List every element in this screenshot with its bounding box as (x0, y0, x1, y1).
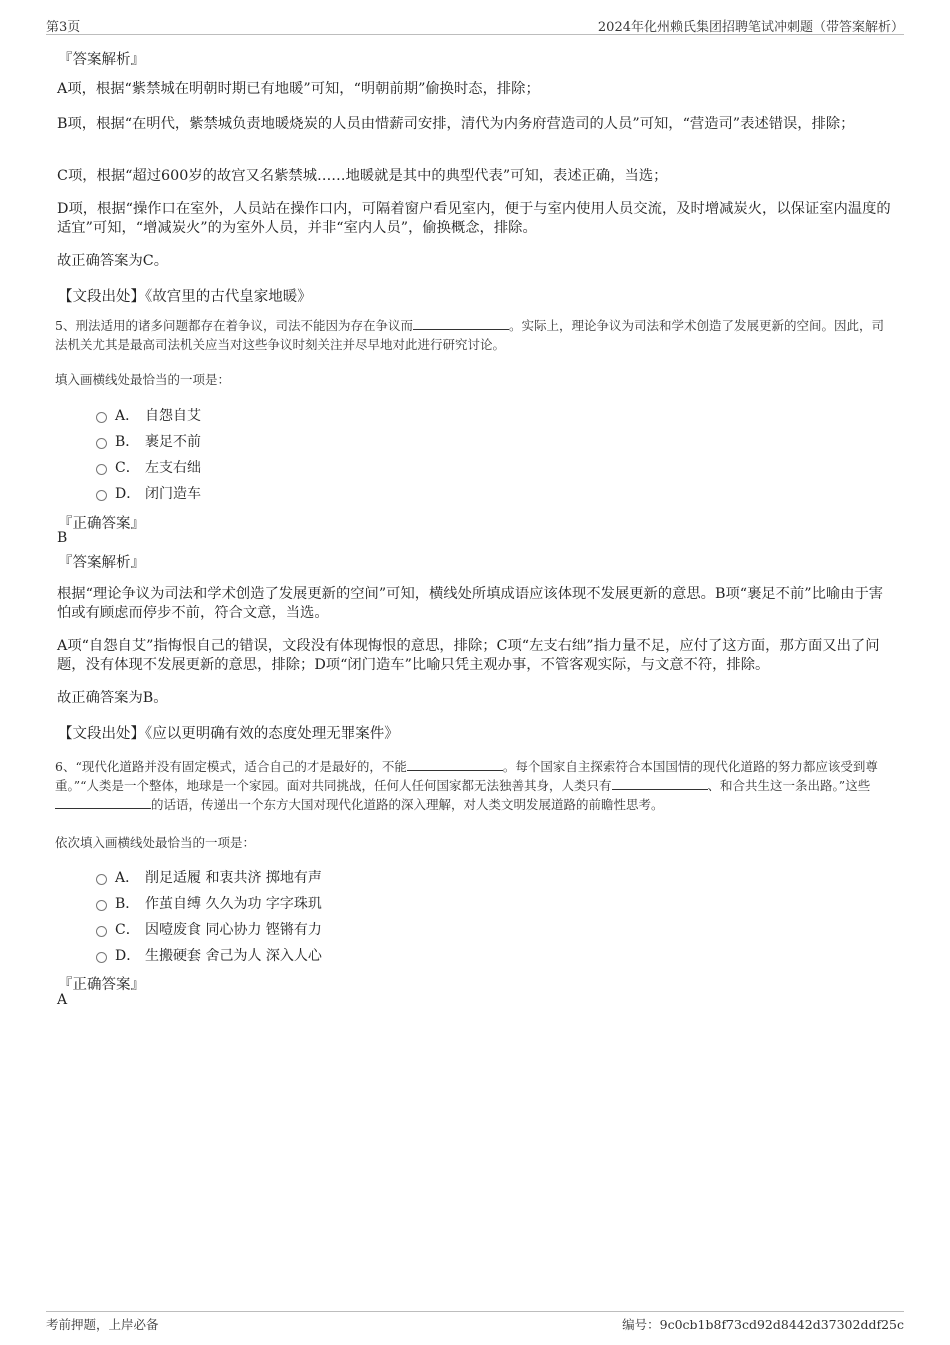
correct-answer-label: 『正确答案』 (58, 516, 145, 532)
radio-icon[interactable] (96, 952, 107, 963)
fill-blank (407, 758, 503, 771)
option-c[interactable]: C． 因噎废食 同心协力 铿锵有力 (96, 919, 322, 939)
question-prompt: 填入画横线处最恰当的一项是： (55, 372, 231, 387)
footer-slogan: 考前押题，上岸必备 (46, 1317, 159, 1332)
analysis-paragraph: A项“自怨自艾”指悔恨自己的错误，文段没有体现悔恨的意思，排除；C项“左支右绌”指力量不足，应付了这方面，那方面又出了问题，没有体现不发展更新的意思，排除；D项“闭门造车”比喻只凭主观办事，不管客观实际，与文意不符，排除。 (57, 638, 880, 673)
fill-blank (55, 796, 151, 809)
radio-icon[interactable] (96, 874, 107, 885)
analysis-paragraph: B项，根据“在明代，紫禁城负责地暖烧炭的人员由惜薪司安排，清代为内务府营造司的人员”可知，“营造司”表述错误，排除； (57, 116, 855, 132)
analysis-paragraph: 根据“理论争议为司法和学术创造了发展更新的空间”可知，横线处所填成语应该体现不发展更新的意思。B项“裹足不前”比喻由于害怕或有顾虑而停步不前，符合文意，当选。 (57, 586, 884, 621)
radio-icon[interactable] (96, 412, 107, 423)
radio-icon[interactable] (96, 464, 107, 475)
correct-answer: B (57, 530, 68, 546)
analysis-label: 『答案解析』 (58, 555, 145, 571)
fill-blank (413, 317, 509, 330)
option-b[interactable]: B． 裹足不前 (96, 431, 201, 451)
answer-summary: 故正确答案为B。 (57, 690, 168, 706)
radio-icon[interactable] (96, 900, 107, 911)
correct-answer: A (57, 992, 68, 1008)
analysis-paragraph: C项，根据“超过600岁的故宫又名紫禁城……地暖就是其中的典型代表”可知，表述正确，当选； (57, 168, 668, 184)
option-d[interactable]: D． 生搬硬套 舍己为人 深入人心 (96, 945, 322, 965)
document-id: 编号：9c0cb1b8f73cd92d8442d37302ddf25c (622, 1317, 904, 1332)
answer-summary: 故正确答案为C。 (57, 253, 169, 269)
analysis-paragraph: D项，根据“操作口在室外，人员站在操作口内，可隔着窗户看见室内，便于与室内使用人员交流，及时增减炭火，以保证室内温度的适宜”可知，“增减炭火”的为室外人员，并非“室内人员”，偷换概念，排除。 (57, 201, 891, 236)
radio-icon[interactable] (96, 438, 107, 449)
option-a[interactable]: A． 削足适履 和衷共济 掷地有声 (96, 867, 322, 887)
page-number: 第3页 (46, 20, 81, 35)
correct-answer-label: 『正确答案』 (58, 977, 145, 993)
document-title: 2024年化州赖氏集团招聘笔试冲刺题（带答案解析） (597, 20, 904, 35)
question-prompt: 依次填入画横线处最恰当的一项是： (55, 835, 256, 850)
option-d[interactable]: D． 闭门造车 (96, 483, 201, 503)
analysis-paragraph: A项，根据“紫禁城在明朝时期已有地暖”可知，“明朝前期”偷换时态，排除； (57, 81, 540, 97)
source-citation: 【文段出处】《应以更明确有效的态度处理无罪案件》 (58, 726, 399, 742)
page-header (46, 14, 904, 35)
question-6-text: 6、“现代化道路并没有固定模式，适合自己的才是最好的，不能 。每个国家自主探索符合本国国情的现代化道路的努力都应该受到尊重。”“人类是一个整体，地球是一个家园。面对共同挑战，任何人任何国家都无法独善其身，人类只有 、和合共生这一条出路。”这些的话语，传递出一个东方大国对现代化道路的深入理解，对人类文明发展道路的前瞻性思考。 (55, 759, 878, 812)
radio-icon[interactable] (96, 926, 107, 937)
page-footer (46, 1311, 904, 1336)
radio-icon[interactable] (96, 490, 107, 501)
fill-blank (612, 777, 708, 790)
question-5-text: 5、刑法适用的诸多问题都存在着争议，司法不能因为存在争议而 。实际上，理论争议为司法和学术创造了发展更新的空间。因此，司法机关尤其是最高司法机关应当对这些争议时刻关注并尽早地对此进行研究讨论。 (55, 318, 884, 352)
option-b[interactable]: B． 作茧自缚 久久为功 字字珠玑 (96, 893, 322, 913)
option-c[interactable]: C． 左支右绌 (96, 457, 201, 477)
option-a[interactable]: A． 自怨自艾 (96, 405, 201, 425)
source-citation: 【文段出处】《故宫里的古代皇家地暖》 (58, 289, 312, 305)
analysis-label: 『答案解析』 (58, 52, 145, 68)
